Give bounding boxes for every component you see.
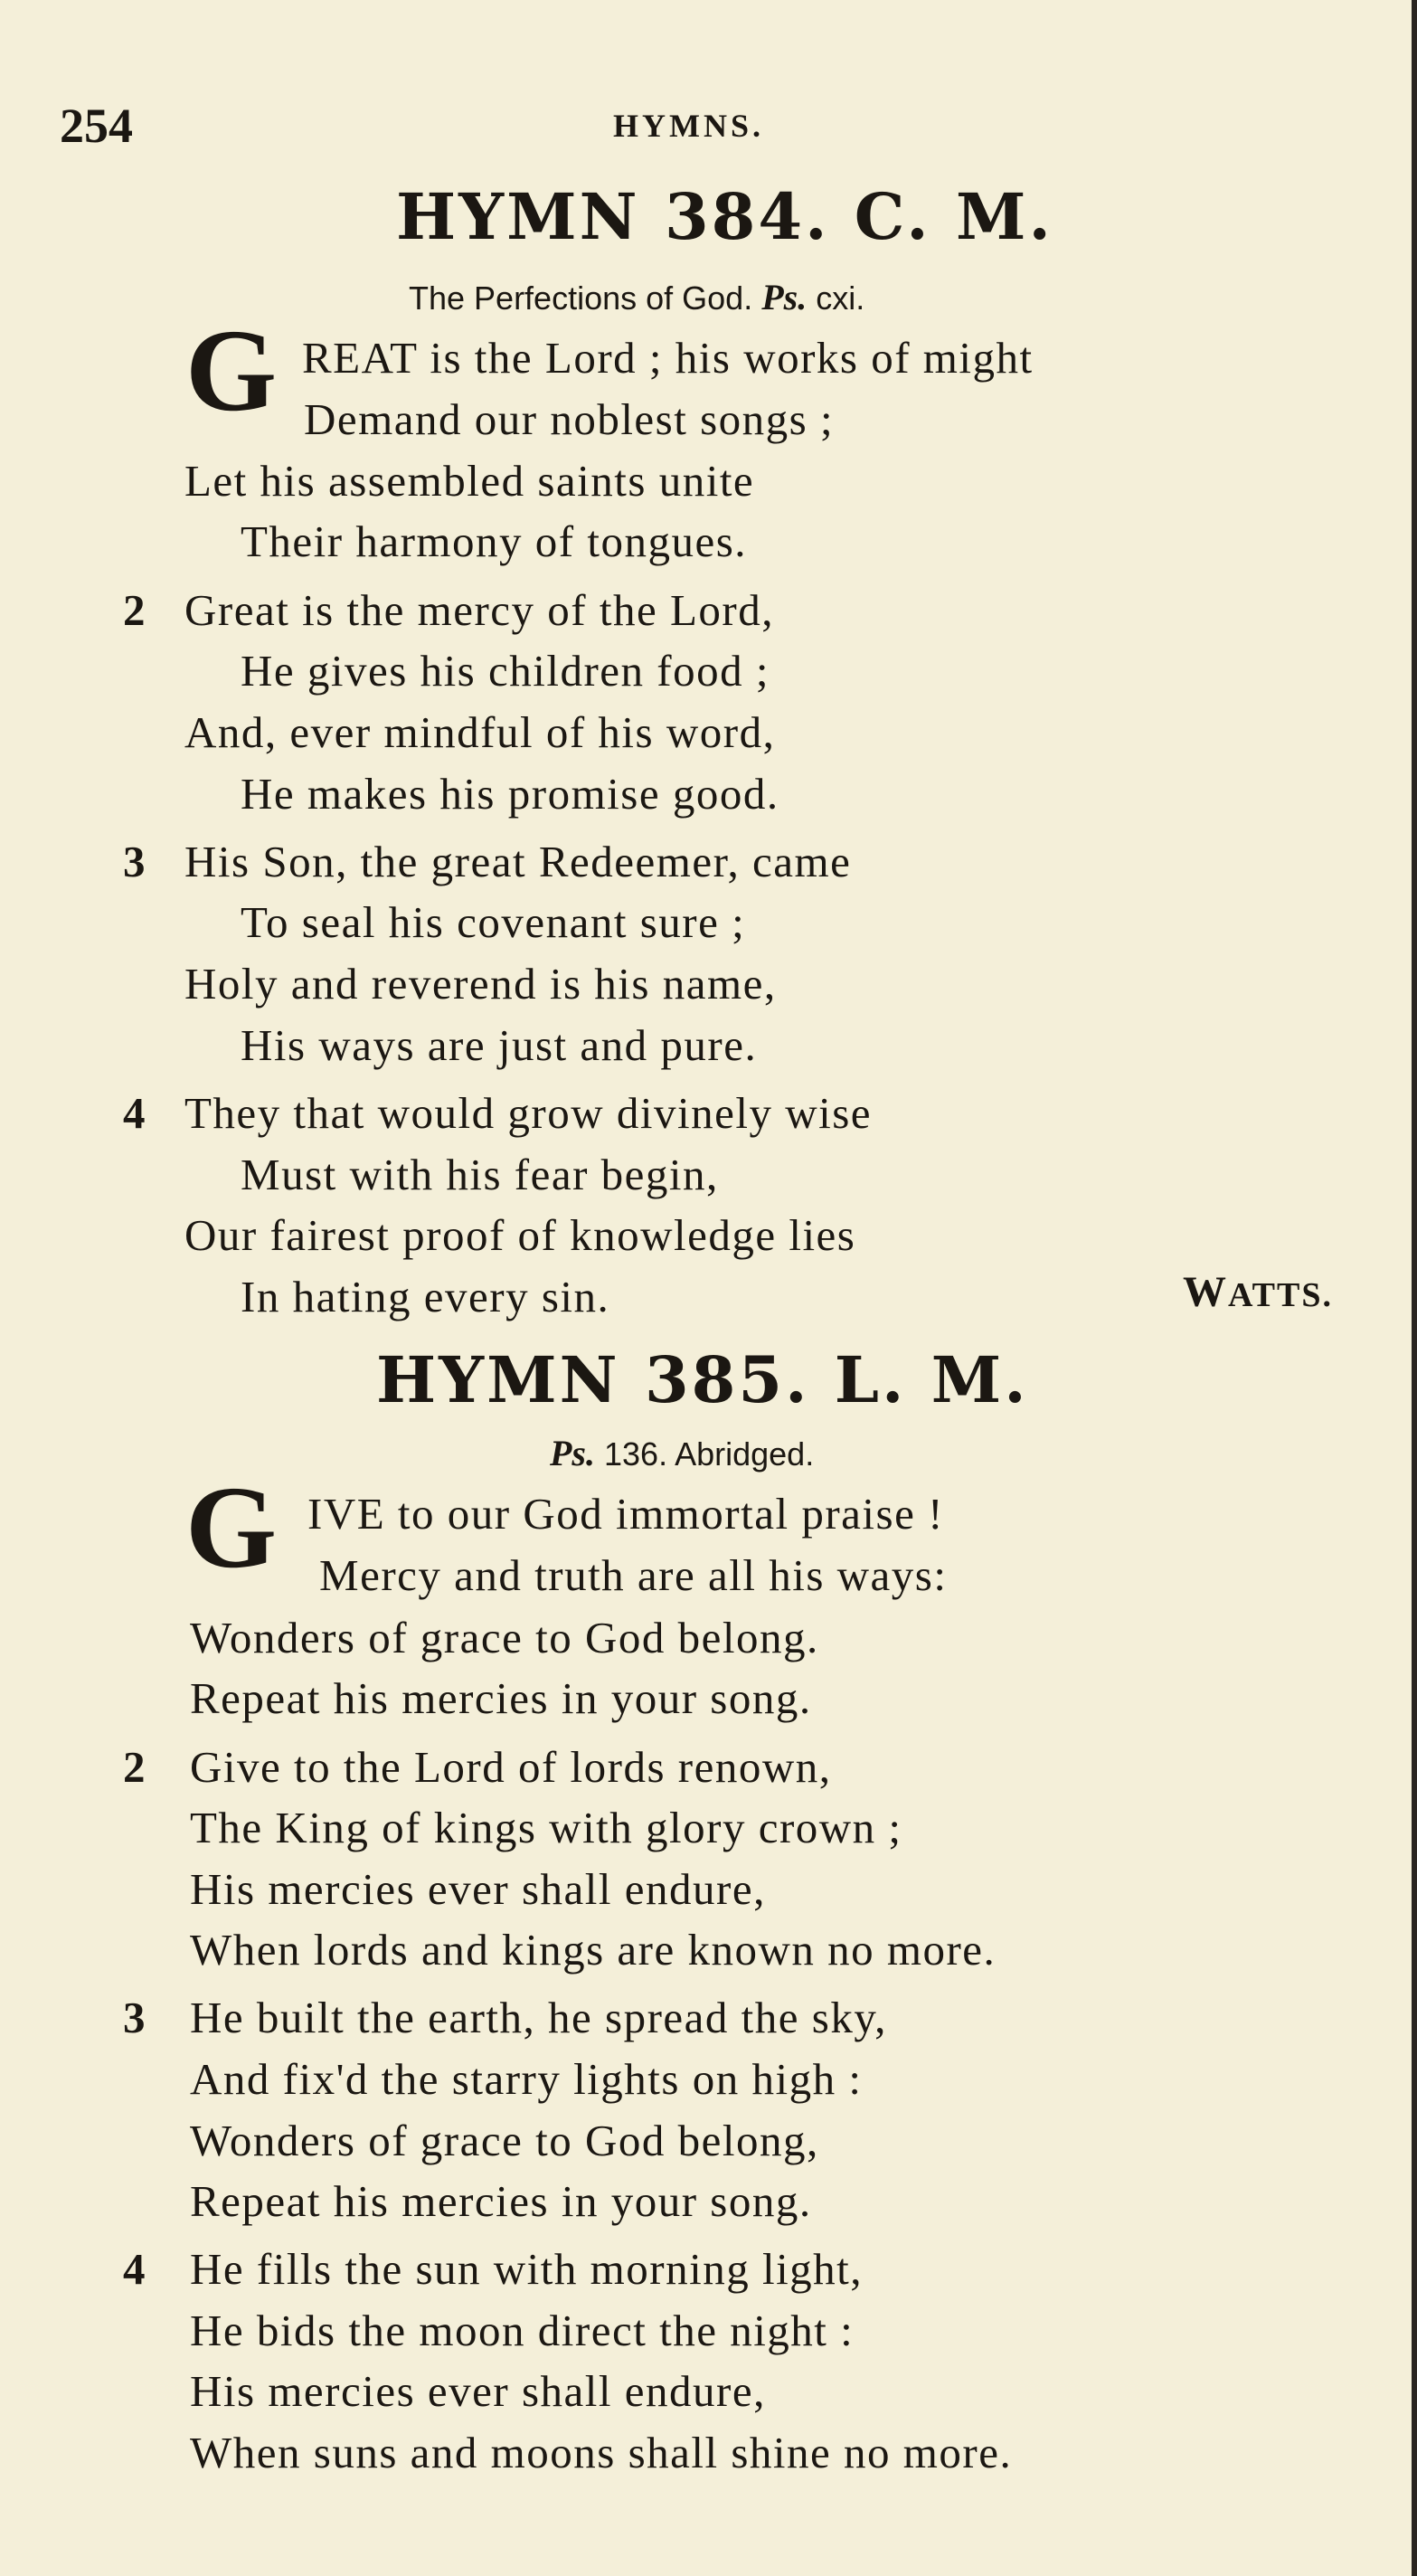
hymn-385-s4-l1: He fills the sun with morning light,	[190, 2244, 864, 2294]
hymn-385-subtitle-text: 136. Abridged.	[604, 1435, 815, 1473]
running-head-title: HYMNS.	[613, 108, 764, 144]
hymn-384-subtitle-ref: cxi.	[816, 279, 865, 317]
hymn-384-s1-l4: Their harmony of tongues.	[241, 516, 748, 566]
hymn-385-s2-l1: Give to the Lord of lords renown,	[190, 1742, 832, 1792]
hymn-385-s2-l4: When lords and kings are known no more.	[190, 1925, 997, 1975]
hymn-385-s1-l1: IVE to our God immortal praise !	[307, 1489, 944, 1539]
hymn-384-s2-number: 2	[123, 585, 146, 635]
hymn-384-s2-l1: Great is the mercy of the Lord,	[184, 585, 774, 635]
hymn-385-s2-l3: His mercies ever shall endure,	[190, 1864, 766, 1914]
hymn-384-author	[1183, 1267, 1333, 1317]
hymn-384-drop-cap: G	[185, 306, 278, 436]
hymn-384-s3-l4: His ways are just and pure.	[241, 1020, 758, 1070]
hymn-385-drop-cap: G	[185, 1463, 278, 1593]
hymn-385-s2-number: 2	[123, 1742, 146, 1792]
page-number: 254	[60, 99, 133, 153]
hymn-384-s4-l3: Our fairest proof of knowledge lies	[184, 1210, 856, 1260]
hymn-385-s4-number: 4	[123, 2244, 146, 2294]
hymn-385-s4-l2: He bids the moon direct the night :	[190, 2306, 855, 2355]
hymn-384-s3-l2: To seal his covenant sure ;	[241, 897, 746, 947]
author-initial: W	[1183, 1268, 1228, 1316]
hymn-384-s1-l2: Demand our noblest songs ;	[304, 394, 835, 444]
hymn-385-s2-l2: The King of kings with glory crown ;	[190, 1803, 902, 1852]
hymn-384-s4-l4: In hating every sin.	[241, 1272, 610, 1321]
page-edge-shadow	[1412, 0, 1417, 2576]
hymn-384-s2-l4: He makes his promise good.	[241, 769, 779, 819]
hymn-384-s1-l3: Let his assembled saints unite	[184, 456, 755, 506]
hymn-384-s4-l2: Must with his fear begin,	[241, 1150, 719, 1199]
hymn-384-subtitle	[409, 276, 864, 318]
hymn-385-s1-l3: Wonders of grace to God belong.	[190, 1613, 819, 1662]
hymn-385-title: HYMN 385. L. M.	[376, 1342, 1029, 1417]
hymn-385-s4-l4: When suns and moons shall shine no more.	[190, 2428, 1013, 2477]
hymn-384-s3-l3: Holy and reverend is his name,	[184, 959, 777, 1009]
hymn-384-s3-number: 3	[123, 837, 146, 886]
hymn-385-s3-l3: Wonders of grace to God belong,	[190, 2116, 819, 2165]
hymn-384-subtitle-text: The Perfections of God.	[409, 279, 753, 317]
hymn-384-s2-l3: And, ever mindful of his word,	[184, 707, 776, 757]
hymn-385-s3-l2: And fix'd the starry lights on high :	[190, 2054, 863, 2104]
hymn-384-title: HYMN 384. C. M.	[396, 179, 1053, 254]
hymn-385-s4-l3: His mercies ever shall endure,	[190, 2366, 766, 2416]
hymn-385-subtitle	[550, 1432, 814, 1474]
author-rest: ATTS.	[1228, 1276, 1333, 1314]
hymn-385-s1-l4: Repeat his mercies in your song.	[190, 1673, 812, 1723]
hymn-385-s3-number: 3	[123, 1993, 146, 2042]
hymn-384-s1-l1: REAT is the Lord ; his works of might	[302, 333, 1034, 383]
hymn-385-subtitle-ps: Ps.	[550, 1433, 595, 1473]
hymn-384-s3-l1: His Son, the great Redeemer, came	[184, 837, 852, 886]
hymn-385-s1-l2: Mercy and truth are all his ways:	[319, 1550, 948, 1600]
hymn-385-s3-l1: He built the earth, he spread the sky,	[190, 1993, 887, 2042]
hymn-384-s4-number: 4	[123, 1088, 146, 1138]
hymn-385-s3-l4: Repeat his mercies in your song.	[190, 2176, 812, 2226]
hymn-384-s2-l2: He gives his children food ;	[241, 646, 770, 696]
hymn-384-subtitle-ps: Ps.	[761, 277, 808, 317]
hymn-384-s4-l1: They that would grow divinely wise	[184, 1088, 873, 1138]
